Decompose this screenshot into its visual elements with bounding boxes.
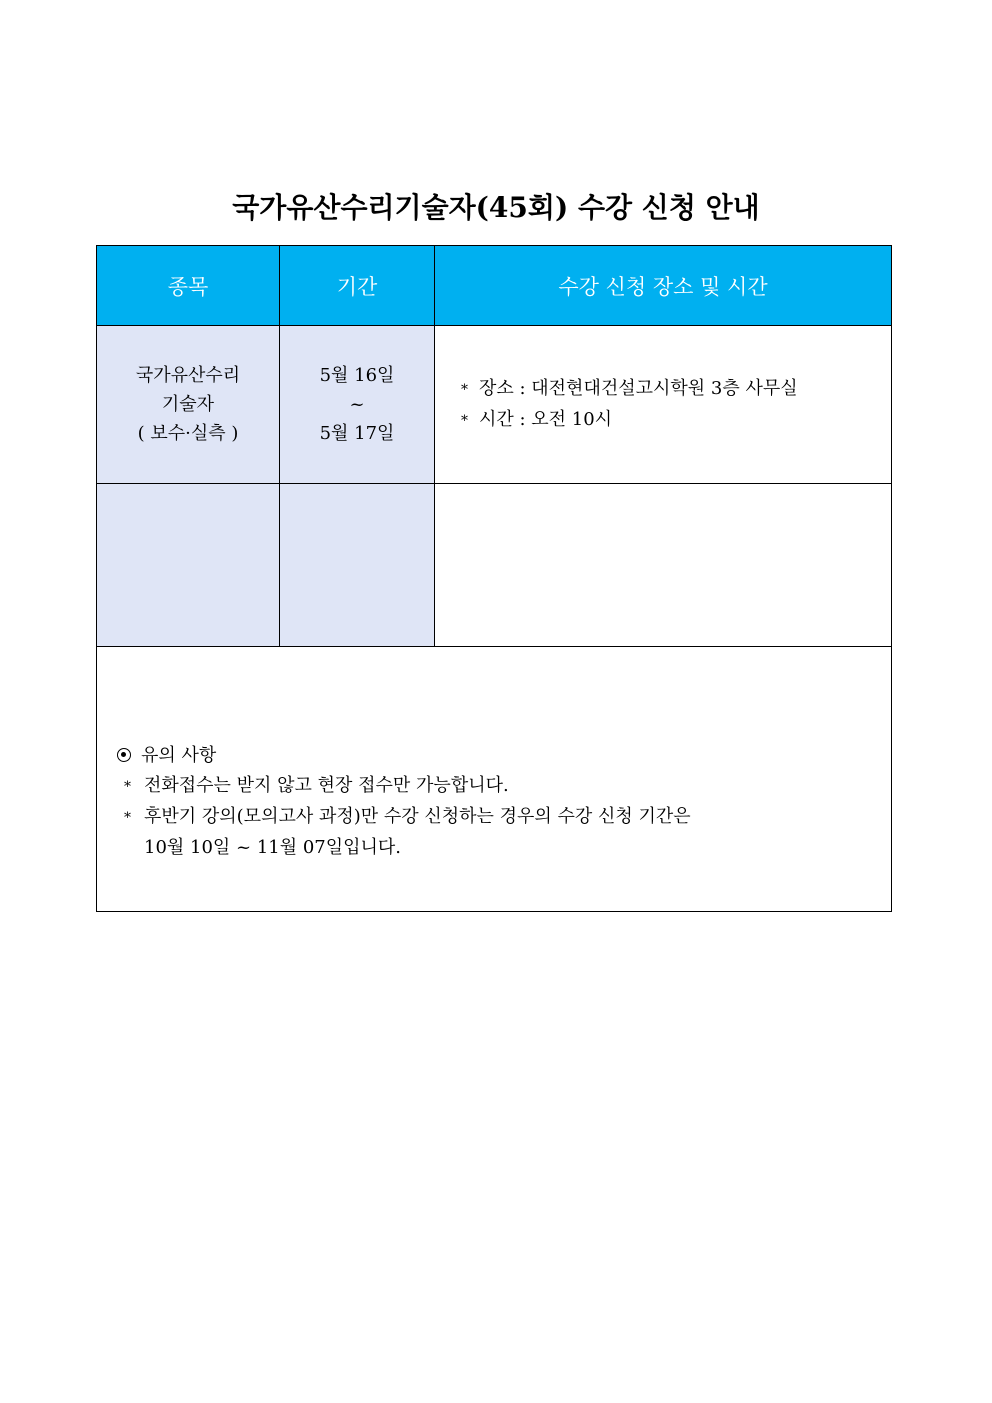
note-continuation: 10월 10일 ~ 11월 07일입니다. bbox=[144, 837, 402, 858]
table-row-empty bbox=[97, 484, 892, 647]
target-bullet-icon bbox=[117, 748, 131, 762]
asterisk-icon: * bbox=[461, 381, 468, 398]
page-title: 국가유산수리기술자(45회) 수강 신청 안내 bbox=[232, 191, 760, 224]
header-category: 종목 bbox=[97, 246, 280, 326]
note-text: 전화접수는 받지 않고 현장 접수만 가능합니다. bbox=[144, 775, 509, 796]
asterisk-icon: * bbox=[124, 779, 131, 795]
notes-heading-text: 유의 사항 bbox=[141, 745, 217, 766]
table-header-row bbox=[97, 246, 892, 326]
header-location-time: 수강 신청 장소 및 시간 bbox=[435, 246, 892, 326]
period-start: 5월 16일 bbox=[319, 365, 395, 386]
notes-row bbox=[97, 647, 892, 912]
notes-heading bbox=[117, 741, 891, 771]
category-line: ( 보수·실측 ) bbox=[137, 423, 239, 444]
notes-cell bbox=[97, 647, 892, 912]
time-line bbox=[461, 405, 891, 436]
location-time-cell bbox=[435, 326, 892, 484]
course-registration-table bbox=[96, 245, 892, 912]
time-text: 시간 : 오전 10시 bbox=[479, 408, 613, 430]
note-item bbox=[117, 802, 891, 833]
asterisk-icon: * bbox=[124, 810, 131, 826]
header-period: 기간 bbox=[280, 246, 435, 326]
table-row bbox=[97, 326, 892, 484]
empty-category-cell bbox=[97, 484, 280, 647]
category-line: 기술자 bbox=[161, 394, 215, 415]
period-end: 5월 17일 bbox=[319, 423, 395, 444]
empty-period-cell bbox=[280, 484, 435, 647]
location-text: 장소 : 대전현대건설고시학원 3층 사무실 bbox=[479, 377, 798, 399]
location-line bbox=[461, 374, 891, 405]
period-cell bbox=[280, 326, 435, 484]
note-item bbox=[117, 771, 891, 802]
asterisk-icon: * bbox=[461, 412, 468, 429]
note-text: 후반기 강의(모의고사 과정)만 수강 신청하는 경우의 수강 신청 기간은 bbox=[144, 806, 691, 827]
empty-info-cell bbox=[435, 484, 892, 647]
period-separator: ~ bbox=[349, 394, 365, 415]
category-line: 국가유산수리 bbox=[135, 365, 241, 386]
category-cell bbox=[97, 326, 280, 484]
